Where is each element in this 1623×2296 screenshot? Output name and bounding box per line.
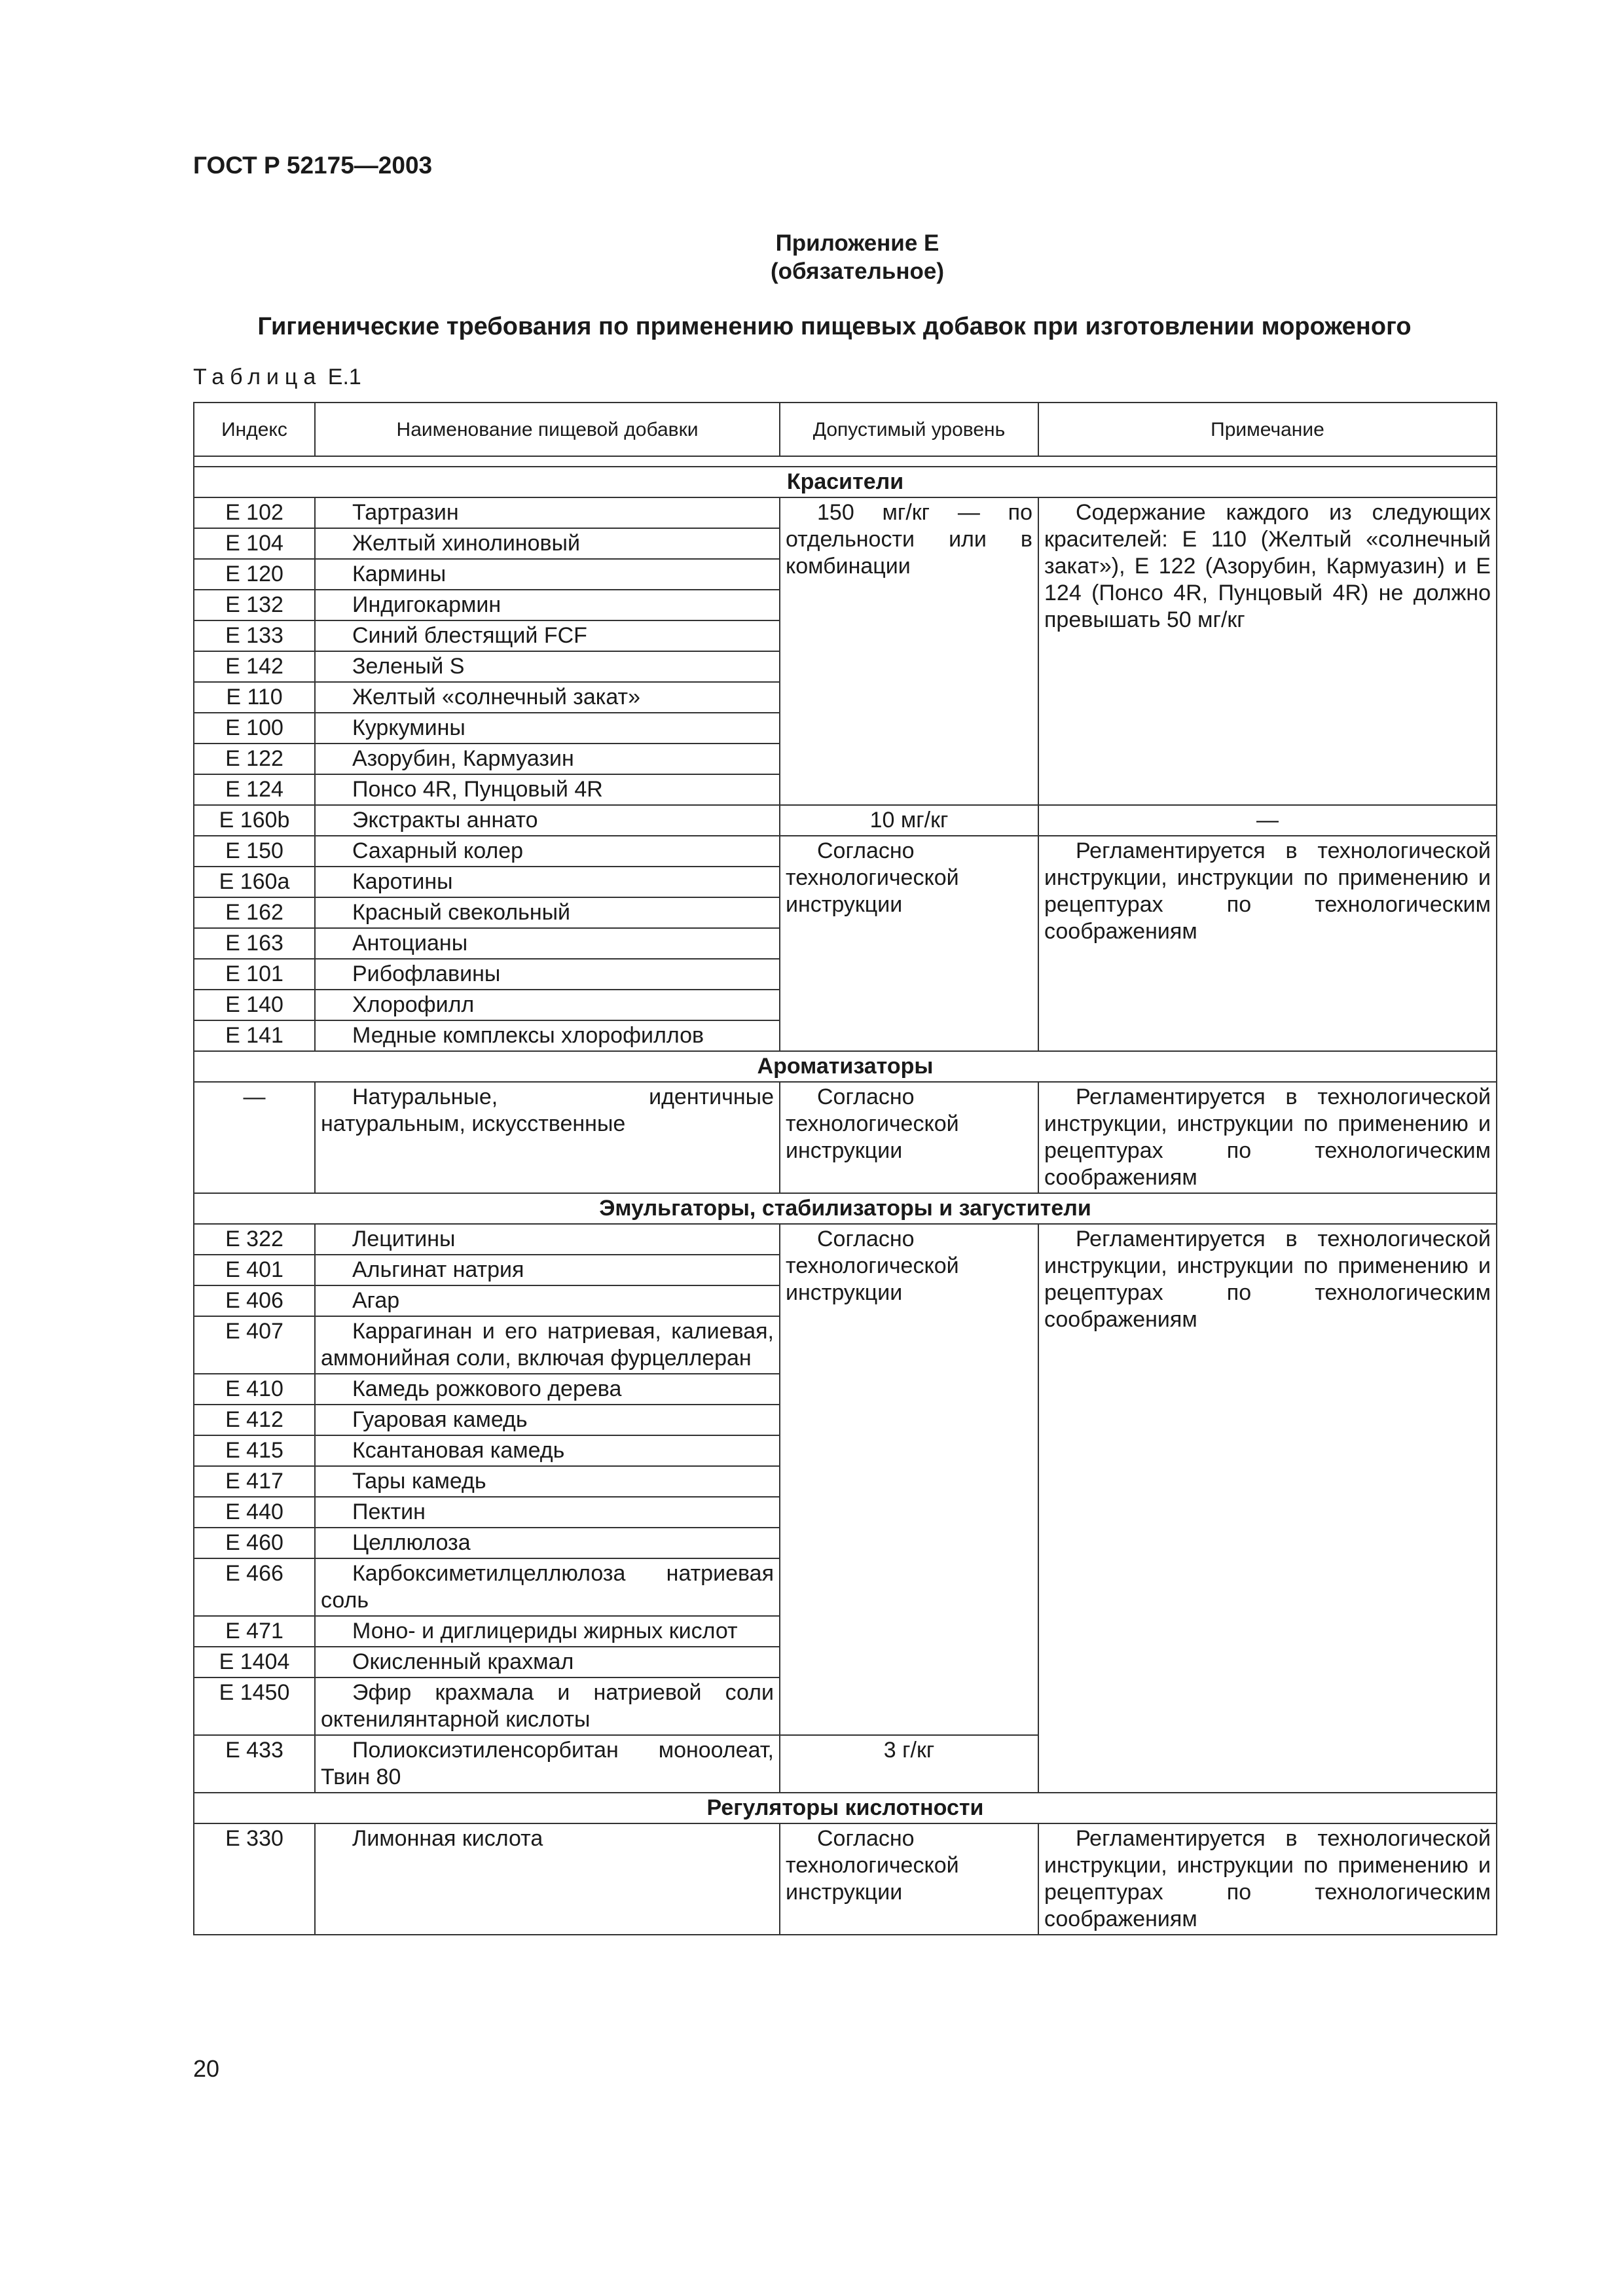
additive-index: Е 100	[194, 713, 315, 744]
additive-index: Е 160b	[194, 805, 315, 836]
additive-name: Целлюлоза	[315, 1528, 780, 1558]
note: Регламентируется в технологической инструкции, инструкции по применению и рецептурах по технологическим соображениям	[1038, 1082, 1497, 1193]
additive-index: Е 330	[194, 1823, 315, 1935]
additive-index: Е 322	[194, 1224, 315, 1255]
section-row	[194, 1193, 1497, 1224]
additive-index: Е 401	[194, 1255, 315, 1285]
additive-name: Индигокармин	[315, 590, 780, 620]
additive-name: Пектин	[315, 1497, 780, 1528]
additive-index: Е 102	[194, 497, 315, 528]
appendix-subtitle: (обязательное)	[770, 259, 944, 284]
additive-name: Гуаровая камедь	[315, 1405, 780, 1435]
additive-index: Е 460	[194, 1528, 315, 1558]
table-caption-word: Таблица	[193, 365, 322, 389]
additive-name: Эфир крахмала и натриевой соли октенилянтарной кислоты	[315, 1677, 780, 1735]
section-row	[194, 1051, 1497, 1082]
additive-name: Желтый хинолиновый	[315, 528, 780, 559]
permitted-level: Согласно технологической инструкции	[780, 1224, 1038, 1735]
additive-name: Хлорофилл	[315, 990, 780, 1020]
additive-name: Экстракты аннато	[315, 805, 780, 836]
table-caption	[193, 365, 361, 390]
additive-name: Агар	[315, 1285, 780, 1316]
additive-index: Е 120	[194, 559, 315, 590]
table-row	[194, 805, 1497, 836]
additive-name: Антоцианы	[315, 928, 780, 959]
table-caption-number: Е.1	[327, 365, 361, 389]
additive-index: Е 412	[194, 1405, 315, 1435]
additive-name: Тартразин	[315, 497, 780, 528]
additive-name: Синий блестящий FCF	[315, 620, 780, 651]
additive-name: Каррагинан и его натриевая, калиевая, аммонийная соли, включая фурцеллеран	[315, 1316, 780, 1374]
section-title: Ароматизаторы	[194, 1051, 1497, 1082]
additive-index: Е 122	[194, 744, 315, 774]
page-title: Гигиенические требования по применению пищевых добавок при изготовлении мороженого	[257, 313, 1412, 340]
appendix-title: Приложение Е	[775, 230, 939, 256]
additive-name: Рибофлавины	[315, 959, 780, 990]
additive-index: Е 466	[194, 1558, 315, 1616]
additive-index: Е 142	[194, 651, 315, 682]
note: Регламентируется в технологической инструкции, инструкции по применению и рецептурах по технологическим соображениям	[1038, 1823, 1497, 1935]
additive-name: Медные комплексы хлорофиллов	[315, 1020, 780, 1051]
additive-index: Е 406	[194, 1285, 315, 1316]
additive-name: Окисленный крахмал	[315, 1647, 780, 1677]
additive-index: Е 141	[194, 1020, 315, 1051]
additive-index: Е 162	[194, 897, 315, 928]
note: Регламентируется в технологической инструкции, инструкции по применению и рецептурах по технологическим соображениям	[1038, 836, 1497, 1051]
page-number: 20	[193, 2055, 220, 2082]
additive-name: Полиоксиэтиленсорбитан моноолеат, Твин 80	[315, 1735, 780, 1793]
additive-name: Понсо 4R, Пунцовый 4R	[315, 774, 780, 805]
additive-name: Лецитины	[315, 1224, 780, 1255]
additive-name: Азорубин, Кармуазин	[315, 744, 780, 774]
additive-name: Натуральные, идентичные натуральным, искусственные	[315, 1082, 780, 1193]
column-header-level: Допустимый уровень	[780, 403, 1038, 456]
additive-name: Тары камедь	[315, 1466, 780, 1497]
additive-index: —	[194, 1082, 315, 1193]
section-row	[194, 467, 1497, 497]
additive-name: Моно- и диглицериды жирных кислот	[315, 1616, 780, 1647]
additive-name: Камедь рожкового дерева	[315, 1374, 780, 1405]
column-header-note: Примечание	[1038, 403, 1497, 456]
additive-index: Е 104	[194, 528, 315, 559]
table-row	[194, 1224, 1497, 1255]
additive-name: Каротины	[315, 867, 780, 897]
header-spacer-row	[194, 456, 1497, 467]
note: Регламентируется в технологической инструкции, инструкции по применению и рецептурах по технологическим соображениям	[1038, 1224, 1497, 1793]
table-row	[194, 1823, 1497, 1935]
note: —	[1038, 805, 1497, 836]
permitted-level: Согласно технологической инструкции	[780, 1823, 1038, 1935]
table-header-row	[194, 403, 1497, 456]
additive-name: Куркумины	[315, 713, 780, 744]
additive-index: Е 132	[194, 590, 315, 620]
appendix-heading	[0, 229, 1623, 285]
additive-name: Зеленый S	[315, 651, 780, 682]
permitted-level: Согласно технологической инструкции	[780, 1082, 1038, 1193]
additive-index: Е 433	[194, 1735, 315, 1793]
column-header-index: Индекс	[194, 403, 315, 456]
additive-index: Е 101	[194, 959, 315, 990]
additive-index: Е 471	[194, 1616, 315, 1647]
additive-index: Е 1404	[194, 1647, 315, 1677]
permitted-level: 10 мг/кг	[780, 805, 1038, 836]
additive-index: Е 133	[194, 620, 315, 651]
section-title: Красители	[194, 467, 1497, 497]
additive-index: Е 415	[194, 1435, 315, 1466]
additive-index: Е 150	[194, 836, 315, 867]
additive-index: Е 407	[194, 1316, 315, 1374]
additives-table	[193, 402, 1497, 1935]
additive-name: Ксантановая камедь	[315, 1435, 780, 1466]
additive-index: Е 160а	[194, 867, 315, 897]
additive-index: Е 124	[194, 774, 315, 805]
additive-name: Кармины	[315, 559, 780, 590]
additive-name: Сахарный колер	[315, 836, 780, 867]
section-title: Эмульгаторы, стабилизаторы и загустители	[194, 1193, 1497, 1224]
additive-index: Е 140	[194, 990, 315, 1020]
additive-name: Карбоксиметилцеллюлоза натриевая соль	[315, 1558, 780, 1616]
additive-index: Е 163	[194, 928, 315, 959]
additive-name: Альгинат натрия	[315, 1255, 780, 1285]
table-row	[194, 497, 1497, 528]
table-row	[194, 1082, 1497, 1193]
section-row	[194, 1793, 1497, 1823]
permitted-level: 3 г/кг	[780, 1735, 1038, 1793]
additive-index: Е 440	[194, 1497, 315, 1528]
additive-index: Е 417	[194, 1466, 315, 1497]
additive-name: Красный свекольный	[315, 897, 780, 928]
additive-name: Лимонная кислота	[315, 1823, 780, 1935]
additive-index: Е 410	[194, 1374, 315, 1405]
additive-index: Е 110	[194, 682, 315, 713]
additive-name: Желтый «солнечный закат»	[315, 682, 780, 713]
additive-index: Е 1450	[194, 1677, 315, 1735]
note: Содержание каждого из следующих красителей: Е 110 (Желтый «солнечный закат»), Е 122 (Азорубин, Кармуазин) и Е 124 (Понсо 4R, Пунцовый 4R) не должно превышать 50 мг/кг	[1038, 497, 1497, 805]
column-header-name: Наименование пищевой добавки	[315, 403, 780, 456]
permitted-level: Согласно технологической инструкции	[780, 836, 1038, 1051]
permitted-level: 150 мг/кг — по отдельности или в комбинации	[780, 497, 1038, 805]
document-header: ГОСТ Р 52175—2003	[193, 152, 433, 179]
table-row	[194, 836, 1497, 867]
section-title: Регуляторы кислотности	[194, 1793, 1497, 1823]
